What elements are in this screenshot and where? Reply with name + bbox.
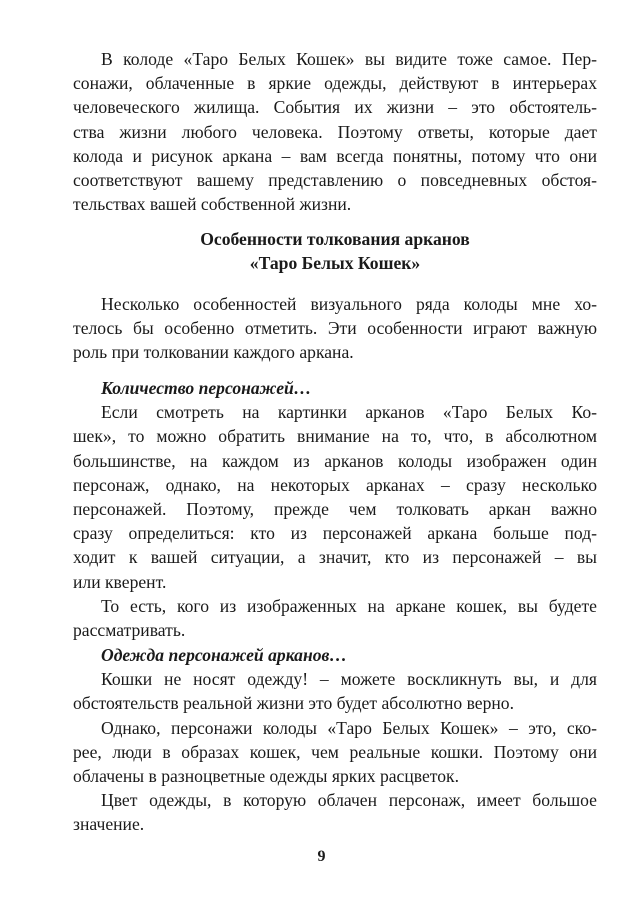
text-line: Цвет одежды, в которую облачен персонаж, имеет большое bbox=[101, 790, 597, 811]
section-characters bbox=[73, 376, 597, 642]
text-line: значение. bbox=[73, 814, 145, 835]
text-line: Кошки не носят одежду! – можете воскликнуть вы, и для bbox=[101, 669, 597, 690]
text-line: ходит к вашей ситуации, а значит, кто из персонажей – вы bbox=[73, 547, 597, 568]
text-line: роль при толковании каждого аркана. bbox=[73, 342, 354, 363]
text-line: человеческого жилища. События их жизни – это обстоятель- bbox=[73, 97, 597, 118]
text-line: соответствуют вашему представлению о повседневных обстоя- bbox=[73, 170, 597, 191]
text-line: или кверент. bbox=[73, 571, 167, 592]
text-line: В колоде «Таро Белых Кошек» вы видите тоже самое. Пер- bbox=[101, 49, 597, 69]
text-line: персонажей. Поэтому, прежде чем толковать аркан важно bbox=[73, 499, 597, 520]
section-heading bbox=[73, 227, 597, 275]
text-line: телось бы особенно отметить. Эти особенности играют важную bbox=[73, 318, 597, 339]
text-line: шек», то можно обратить внимание на то, что, в абсолютном bbox=[73, 426, 597, 447]
section-clothing bbox=[73, 643, 597, 837]
text-line: Несколько особенностей визуального ряда колоды мне хо- bbox=[101, 294, 597, 314]
text-line: тельствах вашей собственной жизни. bbox=[73, 194, 352, 215]
text-line: рее, люди в образах кошек, чем реальные кошки. Поэтому они bbox=[73, 741, 597, 762]
text-line: Однако, персонажи колоды «Таро Белых Кошек» – это, ско- bbox=[101, 717, 597, 738]
text-line: колода и рисунок аркана – вам всегда понятны, потому что они bbox=[73, 145, 597, 166]
text-line: рассматривать. bbox=[73, 620, 186, 641]
text-line: ства жизни любого человека. Поэтому ответы, которые дает bbox=[73, 121, 597, 142]
text-line: обстоятельств реальной жизни это будет абсолютно верно. bbox=[73, 693, 515, 714]
text-line: Если смотреть на картинки арканов «Таро Белых Ко- bbox=[101, 402, 597, 423]
text-line: сонажи, облаченные в яркие одежды, действуют в интерьерах bbox=[73, 73, 597, 94]
subsection-title: Количество персонажей… bbox=[101, 378, 312, 398]
text-line: сразу определиться: кто из персонажей аркана больше под- bbox=[73, 523, 597, 544]
intro-paragraph bbox=[73, 47, 597, 216]
text-line: персонаж, однако, на некоторых арканах – сразу несколько bbox=[73, 474, 597, 495]
page-number: 9 bbox=[317, 848, 326, 865]
text-line: облачены в разноцветные одежды ярких расцветок. bbox=[73, 766, 459, 787]
heading-line-2: «Таро Белых Кошек» bbox=[249, 253, 421, 274]
text-line: большинстве, на каждом из арканов колоды изображен один bbox=[73, 450, 597, 471]
heading-line-1: Особенности толкования арканов bbox=[200, 229, 470, 249]
features-paragraph bbox=[73, 292, 597, 365]
subsection-title: Одежда персонажей арканов… bbox=[101, 645, 348, 665]
text-line: То есть, кого из изображенных на аркане кошек, вы будете bbox=[101, 595, 597, 616]
